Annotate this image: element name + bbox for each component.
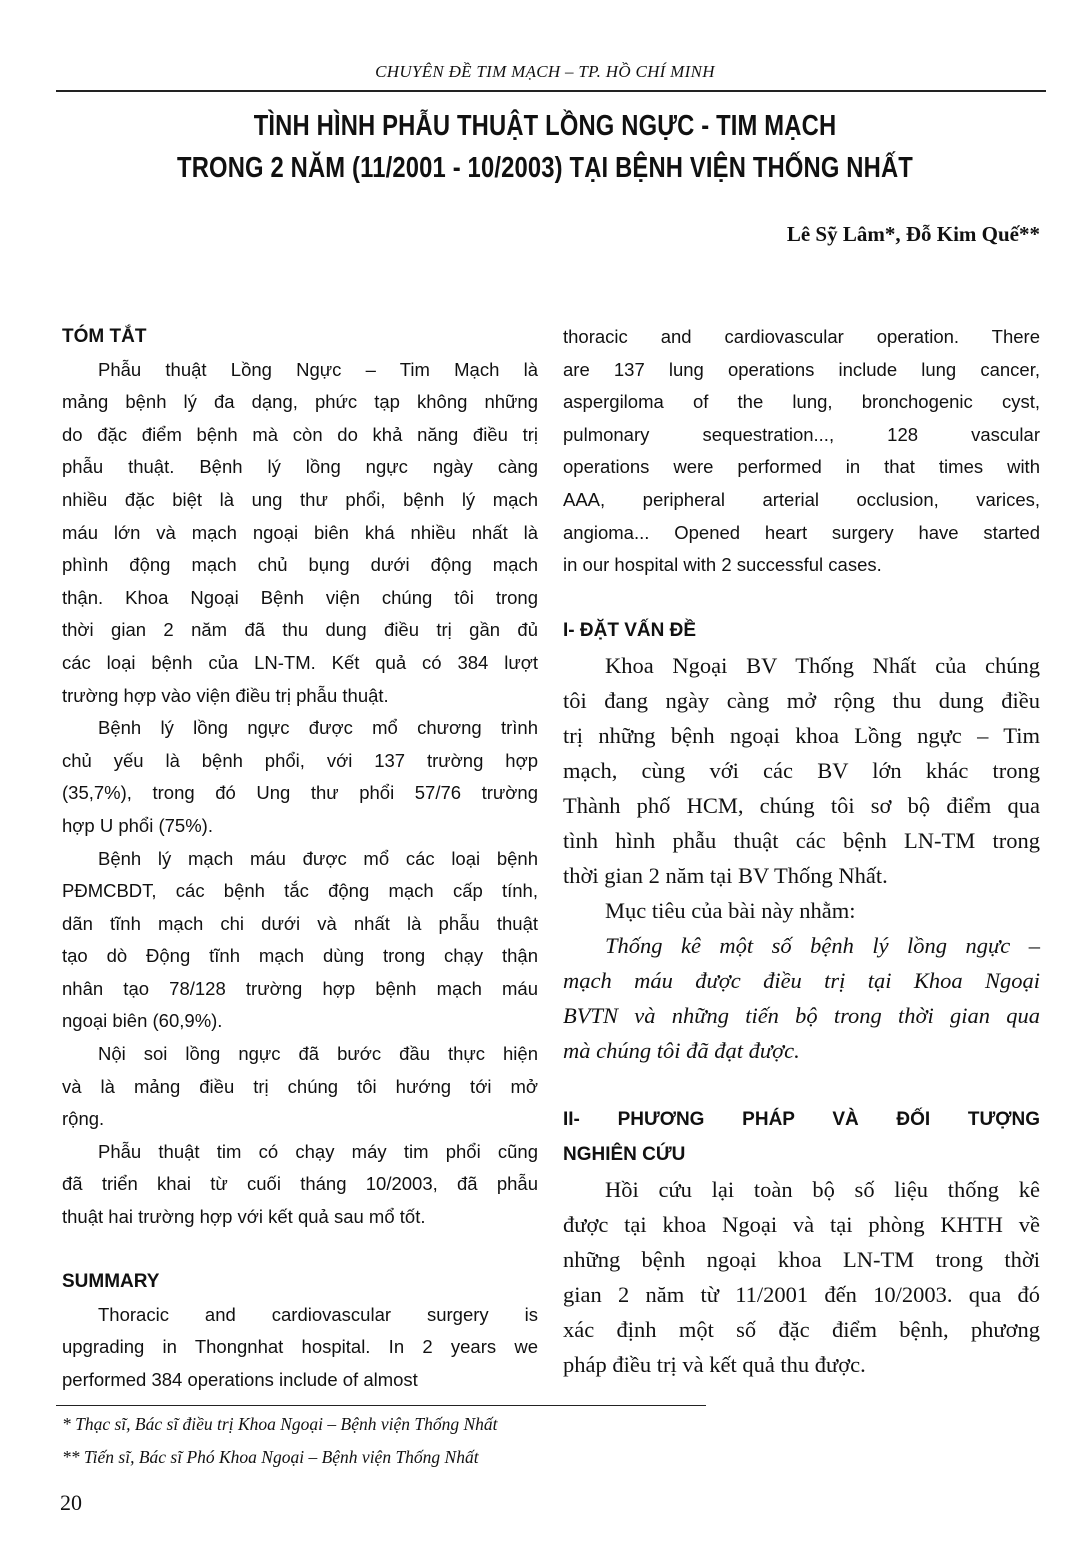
- text-line: tình hình phẫu thuật các bệnh LN-TM trong: [563, 828, 1040, 853]
- paragraph: [563, 648, 1040, 893]
- text-line: các loại bệnh của LN-TM. Kết quả có 384 lượt: [62, 651, 538, 673]
- text-line: rộng.: [62, 1108, 105, 1130]
- text-line: ngoại biên (60,9%).: [62, 1010, 223, 1032]
- left-column: [62, 321, 538, 1397]
- text-line: nhân tạo 78/128 trường hợp bệnh mạch máu: [62, 977, 538, 999]
- section-heading: [62, 1266, 538, 1299]
- text-line: aspergiloma of the lung, bronchogenic cyst,: [563, 391, 1040, 413]
- text-line: Mục tiêu của bài này nhằm:: [605, 898, 856, 923]
- paragraph: [62, 1136, 538, 1234]
- text-line: mảng bệnh lý đa dạng, phức tạp không những: [62, 391, 538, 413]
- text-line: thoracic and cardiovascular operation. There: [563, 326, 1040, 347]
- text-line: thời gian 2 năm tại BV Thống Nhất.: [563, 863, 888, 888]
- text-line: thời gian 2 năm đã thu dung điều trị gần đủ: [62, 619, 538, 641]
- text-line: và là mảng điều trị chúng tôi hướng tới mở: [62, 1075, 538, 1097]
- text-line: Thoracic and cardiovascular surgery is: [98, 1303, 538, 1325]
- heading-line: NGHIÊN CỨU: [563, 1144, 686, 1165]
- text-line: được tại khoa Ngoại và tại phòng KHTH về: [563, 1212, 1040, 1237]
- paragraph: [563, 893, 1040, 928]
- text-line: in our hospital with 2 successful cases.: [563, 554, 882, 576]
- text-line: Khoa Ngoại BV Thống Nhất của chúng: [605, 653, 1040, 678]
- text-line: Phẫu thuật Lồng Ngực – Tim Mạch là: [98, 358, 538, 380]
- text-line: Bệnh lý lồng ngực được mổ chương trình: [98, 717, 538, 739]
- paragraph: [62, 1299, 538, 1397]
- article-title-line-1: TÌNH HÌNH PHẪU THUẬT LỒNG NGỰC - TIM MẠCH: [253, 110, 837, 142]
- text-line: trị những bệnh ngoại khoa Lồng ngực – Tim: [563, 723, 1040, 748]
- text-line: AAA, peripheral arterial occlusion, varices,: [563, 488, 1040, 510]
- text-line: pháp điều trị và kết quả thu được.: [563, 1352, 866, 1377]
- section-heading: [563, 613, 1040, 648]
- text-line: đã triển khai từ cuối tháng 10/2003, đã phẫu: [62, 1173, 538, 1195]
- header-rule: [56, 90, 1046, 92]
- text-line: thuật hai trường hợp với kết quả sau mổ tốt.: [62, 1206, 426, 1228]
- text-line: Phẫu thuật tim có chạy máy tim phổi cũng: [98, 1140, 538, 1162]
- heading-line: TÓM TẮT: [62, 326, 147, 347]
- text-line: are 137 lung operations include lung cancer,: [563, 358, 1040, 380]
- text-line: Nội soi lồng ngực đã bước đầu thực hiện: [98, 1043, 538, 1065]
- text-line: pulmonary sequestration..., 128 vascular: [563, 423, 1040, 445]
- running-header: CHUYÊN ĐỀ TIM MẠCH – TP. HỒ CHÍ MINH: [375, 62, 715, 81]
- text-line: performed 384 operations include of almost: [62, 1369, 418, 1390]
- text-line: trường hợp vào viện điều trị phẫu thuật.: [62, 684, 389, 706]
- footnote-2: ** Tiến sĩ, Bác sĩ Phó Khoa Ngoại – Bệnh viện Thống Nhất: [62, 1447, 479, 1467]
- text-line: do đặc điểm bệnh mà còn do khả năng điều trị: [62, 423, 538, 445]
- heading-line: II- PHƯƠNG PHÁP VÀ ĐỐI TƯỢNG: [563, 1109, 1040, 1130]
- right-column-body: [563, 613, 1040, 1382]
- text-line: mạch, cùng với các BV lớn khác trong: [563, 758, 1040, 783]
- section-heading: [62, 321, 538, 354]
- paragraph: [62, 843, 538, 1039]
- text-line: BVTN và những tiến bộ trong thời gian qua: [563, 1003, 1040, 1028]
- authors: Lê Sỹ Lâm*, Đỗ Kim Quế**: [786, 222, 1040, 246]
- spacer: [563, 1068, 1040, 1102]
- text-line: phình động mạch chủ bụng dưới động mạch: [62, 554, 538, 576]
- text-line: máu lớn và mạch ngoại biên khá nhiều nhất là: [62, 521, 538, 543]
- text-line: Bệnh lý mạch máu được mổ các loại bệnh: [98, 847, 538, 869]
- text-line: phẫu thuật. Bệnh lý lồng ngực ngày càng: [62, 456, 538, 478]
- text-line: mạch máu được điều trị tại Khoa Ngoại: [563, 968, 1040, 993]
- text-line: thận. Khoa Ngoại Bệnh viện chúng tôi trong: [62, 586, 538, 608]
- paragraph: [62, 354, 538, 713]
- heading-line: SUMMARY: [62, 1271, 160, 1293]
- paragraph: [563, 928, 1040, 1068]
- text-line: dãn tĩnh mạch chi dưới và nhất là phẫu thuật: [62, 912, 538, 934]
- heading-line: I- ĐẶT VẤN ĐỀ: [563, 620, 696, 641]
- text-line: những bệnh ngoại khoa LN-TM trong thời: [563, 1247, 1040, 1272]
- text-line: tạo dò Động tĩnh mạch dùng trong chạy thận: [62, 945, 538, 967]
- text-line: xác định một số đặc điểm bệnh, phương: [563, 1317, 1040, 1342]
- footnote-1: * Thạc sĩ, Bác sĩ điều trị Khoa Ngoại – Bệnh viện Thống Nhất: [62, 1414, 498, 1434]
- paragraph: [563, 1172, 1040, 1382]
- text-line: Thống kê một số bệnh lý lồng ngực –: [605, 933, 1040, 958]
- text-line: upgrading in Thongnhat hospital. In 2 years we: [62, 1336, 538, 1358]
- text-line: tôi đang ngày càng mở rộng thu dung điều: [563, 688, 1040, 713]
- text-line: gian 2 năm từ 11/2001 đến 10/2003. qua đó: [563, 1282, 1040, 1307]
- text-line: Thành phố HCM, chúng tôi sơ bộ điểm qua: [563, 793, 1040, 818]
- spacer: [62, 1234, 538, 1267]
- text-line: nhiều đặc biệt là ung thư phổi, bệnh lý mạch: [62, 488, 538, 510]
- section-heading: [563, 1102, 1040, 1172]
- paragraph: [62, 1038, 538, 1136]
- page-number: 20: [60, 1490, 82, 1515]
- text-line: angioma... Opened heart surgery have started: [563, 521, 1040, 543]
- text-line: hợp U phổi (75%).: [62, 814, 213, 836]
- right-column-summary: [563, 321, 1040, 582]
- text-line: chủ yếu là bệnh phổi, với 137 trường hợp: [62, 749, 538, 771]
- text-line: (35,7%), trong đó Ung thư phổi 57/76 trường: [62, 782, 538, 804]
- paragraph: [62, 712, 538, 842]
- article-title-line-2: TRONG 2 NĂM (11/2001 - 10/2003) TẠI BỆNH VIỆN THỐNG NHẤT: [177, 152, 913, 184]
- text-line: Hồi cứu lại toàn bộ số liệu thống kê: [605, 1177, 1040, 1202]
- paragraph: [563, 321, 1040, 582]
- text-line: mà chúng tôi đã đạt được.: [563, 1038, 800, 1063]
- text-line: PĐMCBDT, các bệnh tắc động mạch cấp tính,: [62, 880, 538, 902]
- footnote-rule: [56, 1405, 706, 1406]
- text-line: operations were performed in that times with: [563, 456, 1040, 478]
